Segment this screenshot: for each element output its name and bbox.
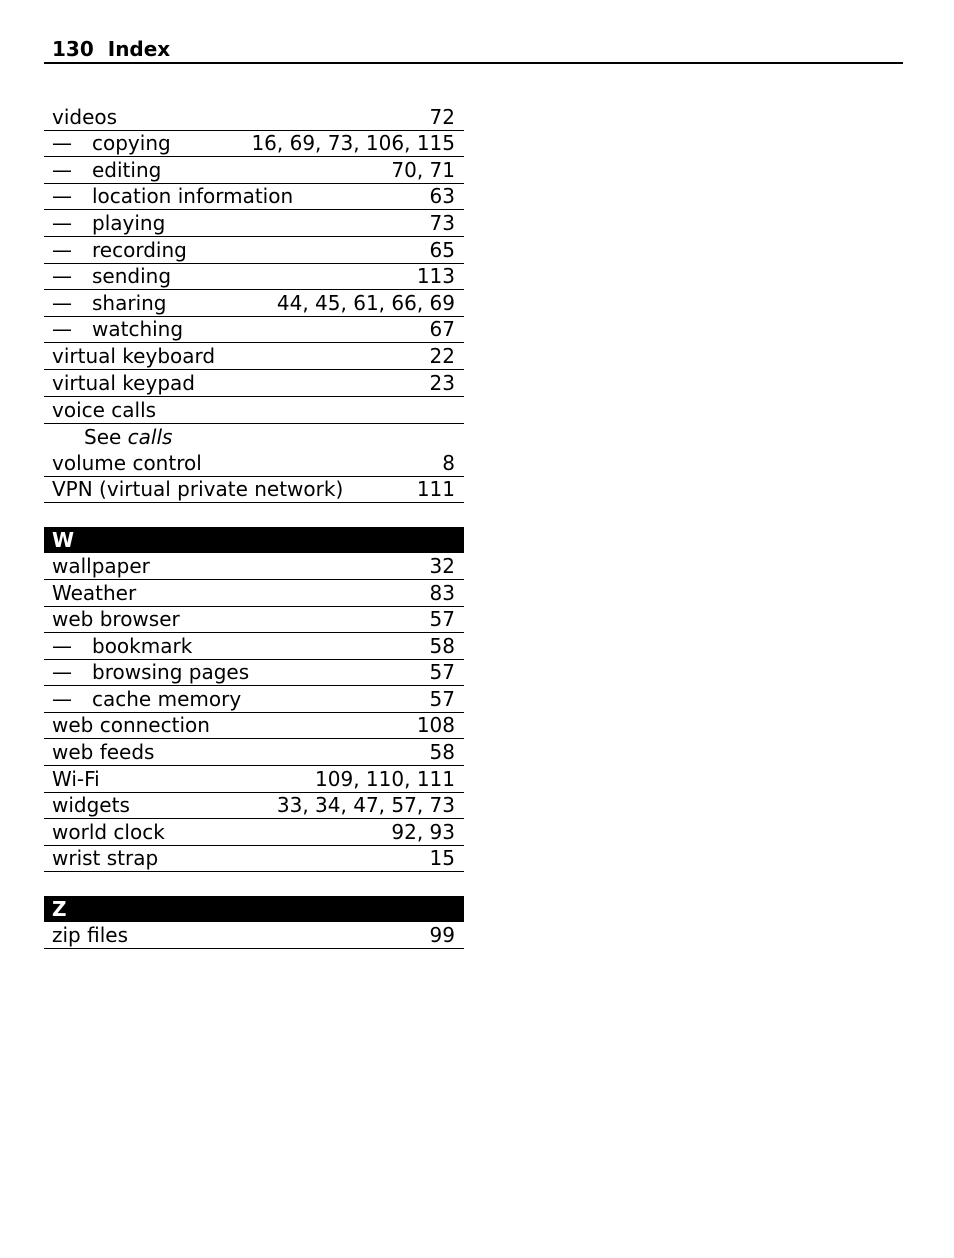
subentry-dash: —	[52, 157, 72, 182]
entry-term-text: watching	[92, 317, 184, 342]
entry-term-text: web feeds	[52, 740, 155, 765]
entry-pages: 58	[429, 740, 455, 765]
index-entry	[44, 370, 464, 397]
entry-term-text: bookmark	[92, 633, 193, 658]
entry-pages: 57	[429, 660, 455, 685]
entry-term-text: web browser	[52, 607, 180, 632]
entry-term	[52, 634, 192, 659]
page-number: 130	[52, 37, 94, 61]
subentry-dash: —	[52, 290, 72, 315]
entry-term	[52, 687, 241, 712]
index-entry	[44, 739, 464, 766]
entry-term	[52, 291, 167, 316]
entry-term	[52, 211, 165, 236]
index-entry	[44, 686, 464, 713]
entry-term-text: playing	[92, 210, 166, 235]
entry-pages: 8	[442, 450, 455, 475]
section-header-z: Z	[44, 896, 464, 922]
index-group-w	[44, 553, 464, 872]
subentry-dash: —	[52, 660, 72, 685]
see-reference	[44, 423, 464, 450]
entry-pages: 15	[429, 846, 455, 871]
subentry-dash: —	[52, 686, 72, 711]
entry-pages: 16, 69, 73, 106, 115	[251, 131, 455, 156]
index-entry	[44, 184, 464, 211]
index-entry	[44, 580, 464, 607]
entry-term-text: VPN (virtual private network)	[52, 477, 344, 502]
entry-term	[52, 371, 195, 396]
entry-term-text: editing	[92, 157, 162, 182]
entry-pages: 32	[429, 553, 455, 578]
entry-term-text: sharing	[92, 290, 167, 315]
index-entry	[44, 264, 464, 291]
entry-term-text: zip files	[52, 923, 128, 948]
index-entry	[44, 450, 464, 477]
entry-term-text: browsing pages	[92, 660, 250, 685]
entry-pages: 70, 71	[391, 157, 455, 182]
entry-term	[52, 820, 165, 845]
index-entry	[44, 713, 464, 740]
index-entry	[44, 131, 464, 158]
index-entry	[44, 846, 464, 873]
index-entry	[44, 237, 464, 264]
entry-term	[52, 923, 128, 948]
entry-term	[52, 846, 158, 871]
entry-term-text: recording	[92, 237, 187, 262]
entry-term	[52, 238, 187, 263]
see-prefix: See	[84, 425, 122, 450]
entry-term-text: web connection	[52, 713, 210, 738]
index-entry	[44, 317, 464, 344]
entry-term	[52, 477, 343, 502]
entry-term-text: location information	[92, 184, 294, 209]
entry-term	[52, 105, 117, 130]
entry-term	[52, 344, 215, 369]
entry-pages: 109, 110, 111	[315, 766, 455, 791]
entry-pages: 99	[429, 923, 455, 948]
subentry-dash: —	[52, 237, 72, 262]
entry-pages: 44, 45, 61, 66, 69	[276, 290, 455, 315]
entry-term	[52, 793, 130, 818]
entry-term-text: widgets	[52, 793, 130, 818]
entry-term	[52, 713, 210, 738]
index-entry	[44, 660, 464, 687]
entry-term	[52, 158, 161, 183]
entry-term	[52, 607, 180, 632]
entry-pages: 108	[416, 713, 455, 738]
see-target: calls	[127, 425, 173, 450]
entry-term-text: wallpaper	[52, 553, 150, 578]
entry-pages: 63	[429, 184, 455, 209]
entry-term	[52, 740, 154, 765]
entry-term	[52, 554, 150, 579]
entry-term-text: Weather	[52, 580, 137, 605]
index-group-z	[44, 922, 464, 949]
index-entry	[44, 553, 464, 580]
index-entry	[44, 793, 464, 820]
index-entry	[44, 157, 464, 184]
index-entry	[44, 819, 464, 846]
entry-pages: 58	[429, 633, 455, 658]
index-entry	[44, 397, 464, 424]
entry-pages: 57	[429, 607, 455, 632]
entry-term-text: cache memory	[92, 686, 242, 711]
entry-pages: 22	[429, 343, 455, 368]
section-header-w: W	[44, 527, 464, 553]
index-entry	[44, 922, 464, 949]
subentry-dash: —	[52, 633, 72, 658]
entry-pages: 83	[429, 580, 455, 605]
entry-term-text: videos	[52, 104, 118, 129]
entry-pages: 113	[416, 264, 455, 289]
entry-term-text: copying	[92, 131, 171, 156]
entry-term	[52, 767, 100, 792]
entry-term-text: Wi-Fi	[52, 766, 100, 791]
entry-pages: 72	[429, 104, 455, 129]
entry-term	[52, 317, 183, 342]
entry-pages: 92, 93	[391, 819, 455, 844]
entry-term-text: voice calls	[52, 398, 157, 423]
index-entry	[44, 290, 464, 317]
index-entry	[44, 766, 464, 793]
entry-term-text: virtual keyboard	[52, 343, 216, 368]
entry-term	[52, 184, 293, 209]
entry-pages: 111	[416, 477, 455, 502]
entry-term-text: sending	[92, 264, 172, 289]
index-entry	[44, 343, 464, 370]
entry-term	[52, 264, 171, 289]
entry-term-text: volume control	[52, 450, 202, 475]
page-header	[44, 36, 903, 64]
index-entry	[44, 104, 464, 131]
subentry-dash: —	[52, 264, 72, 289]
entry-term	[52, 660, 249, 685]
index-column	[44, 104, 464, 949]
subentry-dash: —	[52, 210, 72, 235]
subentry-dash: —	[52, 184, 72, 209]
index-entry	[44, 607, 464, 634]
entry-term-text: world clock	[52, 819, 165, 844]
entry-pages: 33, 34, 47, 57, 73	[276, 793, 455, 818]
subentry-dash: —	[52, 317, 72, 342]
entry-term	[52, 131, 171, 156]
entry-term	[52, 451, 202, 476]
index-entry	[44, 477, 464, 504]
entry-term-text: wrist strap	[52, 846, 159, 871]
entry-pages: 23	[429, 370, 455, 395]
index-entry	[44, 633, 464, 660]
index-group-v	[44, 104, 464, 503]
page-title: Index	[107, 37, 171, 61]
entry-pages: 57	[429, 686, 455, 711]
entry-term	[52, 398, 156, 423]
index-entry	[44, 210, 464, 237]
entry-pages: 65	[429, 237, 455, 262]
entry-term	[52, 581, 136, 606]
entry-term-text: virtual keypad	[52, 370, 195, 395]
subentry-dash: —	[52, 131, 72, 156]
entry-pages: 73	[429, 210, 455, 235]
entry-pages: 67	[429, 317, 455, 342]
